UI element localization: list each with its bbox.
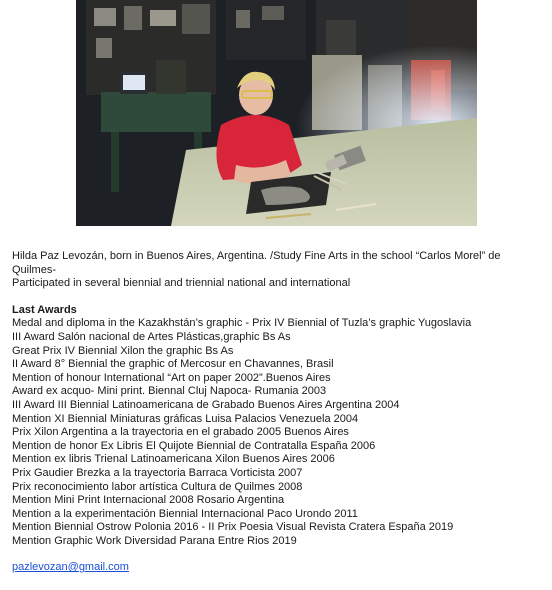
- award-item: Mention of honour International “Art on paper 2002”.Buenos Aires: [12, 371, 331, 384]
- award-item: Mention Graphic Work Diversidad Parana Entre Rios 2019: [12, 534, 297, 547]
- email-link[interactable]: pazlevozan@gmail.com: [12, 561, 129, 574]
- artist-photo-illustration: [76, 0, 477, 226]
- award-item: Prix Xilon Argentina a la trayectoria en el grabado 2005 Buenos Aires: [12, 426, 349, 439]
- awards-heading: Last Awards: [12, 303, 77, 316]
- award-item: Great Prix IV Biennial Xilon the graphic Bs As: [12, 344, 234, 357]
- award-item: Prix Gaudier Brezka a la trayectoria Barraca Vorticista 2007: [12, 466, 303, 479]
- award-item: Mention Biennial Ostrow Polonia 2016 - II Prix Poesia Visual Revista Cratera España 2019: [12, 521, 454, 534]
- award-item: II Award 8° Biennial the graphic of Mercosur en Chavannes, Brasil: [12, 358, 334, 371]
- award-item: III Award III Biennial Latinoamericana de Grabado Buenos Aires Argentina 2004: [12, 398, 400, 411]
- award-item: Mention ex libris Trienal Latinoamericana Xilon Buenos Aires 2006: [12, 453, 335, 466]
- bio-content: [12, 250, 542, 575]
- awards-list: [12, 317, 542, 548]
- award-item: Mention Mini Print Internacional 2008 Rosario Argentina: [12, 494, 285, 507]
- award-item: Award ex acquo- Mini print. Biennal Cluj Napoca- Rumania 2003: [12, 385, 327, 398]
- award-item: Prix reconocimiento labor artística Cultura de Quilmes 2008: [12, 480, 303, 493]
- award-item: Mention XI Biennial Miniaturas gráficas Luisa Palacios Venezuela 2004: [12, 412, 359, 425]
- bio-line: Participated in several biennial and triennial national and international: [12, 277, 351, 290]
- artist-photo: [76, 0, 477, 226]
- award-item: III Award Salón nacional de Artes Plásticas,graphic Bs As: [12, 330, 291, 343]
- award-item: Mention de honor Ex Libris El Quijote Biennial de Contratalla España 2006: [12, 439, 376, 452]
- award-item: Mention a la experimentación Biennial Internacional Paco Urondo 2011: [12, 507, 358, 520]
- award-item: Medal and diploma in the Kazakhstán’s graphic - Prix IV Biennial of Tuzla’s graphic Yugoslavia: [12, 317, 472, 330]
- bio-line: Quilmes-: [12, 263, 57, 276]
- artist-bio: [12, 250, 542, 291]
- bio-line: Hilda Paz Levozán, born in Buenos Aires, Argentina. /Study Fine Arts in the school “Carlos Morel” de: [12, 250, 501, 262]
